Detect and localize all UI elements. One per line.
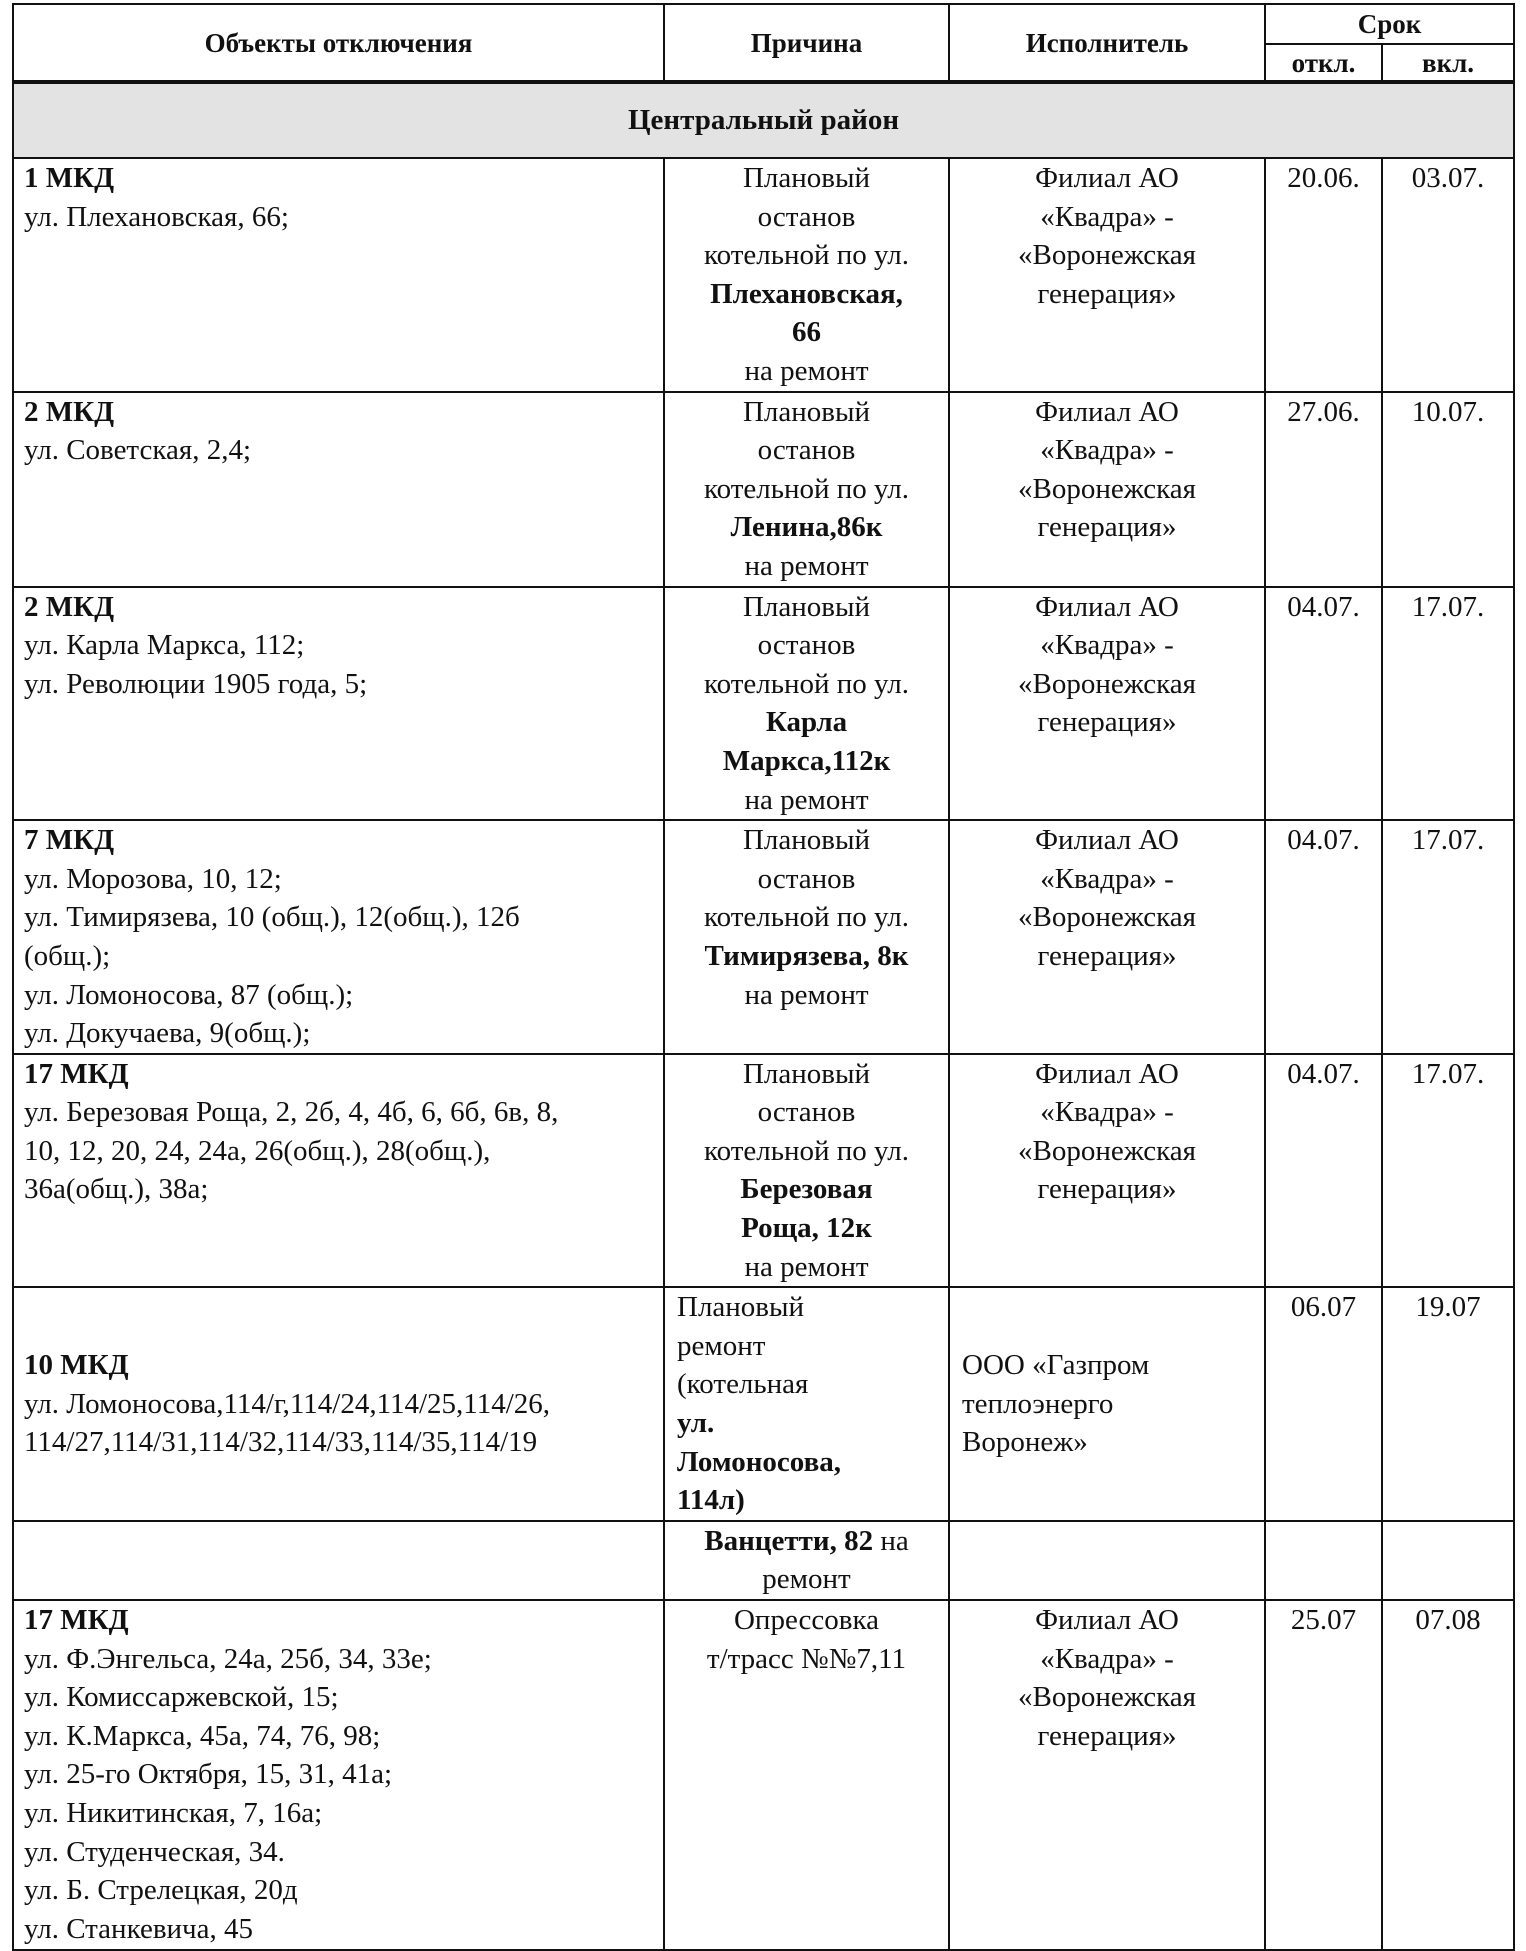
- reason-line: Плановый: [742, 162, 870, 194]
- executor-line: «Квадра» -: [1040, 862, 1174, 895]
- reason-line: останов: [757, 1096, 856, 1129]
- reason-line: останов: [757, 434, 856, 467]
- mkd-count: 17 МКД: [24, 1057, 129, 1090]
- mkd-count: 2 МКД: [24, 590, 115, 623]
- executor-line: «Квадра» -: [1040, 629, 1174, 662]
- executor-line: генерация»: [1037, 939, 1177, 972]
- address-line: ул. Студенческая, 34.: [24, 1835, 285, 1868]
- objects-cell: [13, 158, 664, 392]
- executor-cell: [949, 1600, 1265, 1950]
- objects-cell: [13, 392, 664, 587]
- table-row: [13, 1521, 1514, 1600]
- header-off: откл.: [1265, 44, 1382, 82]
- reason-line: котельной по ул.: [704, 472, 909, 505]
- table-row: [13, 820, 1514, 1054]
- boiler-address: Плехановская,: [710, 277, 903, 310]
- address-line: ул. Советская, 2,4;: [24, 434, 252, 467]
- address-line: ул. Ломоносова, 87 (общ.);: [24, 978, 354, 1011]
- reason-line: на ремонт: [744, 1250, 869, 1283]
- boiler-address: 114л): [677, 1484, 745, 1517]
- address-line: ул. Морозова, 10, 12;: [24, 862, 282, 895]
- address-line: ул. Комиссаржевской, 15;: [24, 1681, 339, 1714]
- reason-line: ремонт: [762, 1563, 851, 1596]
- boiler-address: Тимирязева, 8к: [704, 939, 909, 972]
- executor-line: «Воронежская: [1018, 1134, 1196, 1167]
- objects-cell: [13, 587, 664, 821]
- table-row: [13, 158, 1514, 392]
- mkd-count: 17 МКД: [24, 1604, 129, 1636]
- executor-line: генерация»: [1037, 1719, 1177, 1752]
- objects-cell: [13, 820, 664, 1054]
- empty-cell: [1265, 1521, 1382, 1600]
- reason-line: на ремонт: [744, 978, 869, 1011]
- address-line: 114/27,114/31,114/32,114/33,114/35,114/19: [24, 1426, 538, 1459]
- executor-line: «Воронежская: [1018, 472, 1196, 505]
- reason-cell: [664, 392, 949, 587]
- executor-line: генерация»: [1037, 706, 1177, 739]
- mkd-count: 10 МКД: [24, 1349, 129, 1382]
- executor-line: «Воронежская: [1018, 901, 1196, 934]
- empty-cell: [1382, 1521, 1514, 1600]
- header-term: Срок: [1265, 4, 1514, 44]
- boiler-address: Маркса,112к: [722, 744, 891, 777]
- date-off: 06.07: [1265, 1287, 1382, 1521]
- reason-line: котельной по ул.: [704, 239, 909, 272]
- executor-line: теплоэнерго: [962, 1387, 1114, 1420]
- date-on: 03.07.: [1382, 158, 1514, 392]
- reason-line: (котельная: [677, 1368, 809, 1401]
- reason-cell: [664, 1054, 949, 1288]
- district-title: Центральный район: [13, 82, 1514, 158]
- reason-cell: [664, 158, 949, 392]
- header-objects: Объекты отключения: [13, 4, 664, 82]
- reason-line: останов: [757, 862, 856, 895]
- executor-line: Воронеж»: [962, 1426, 1088, 1459]
- header-executor: Исполнитель: [949, 4, 1265, 82]
- boiler-address: 66: [792, 316, 821, 349]
- address-line: ул. Ф.Энгельса, 24а, 25б, 34, 33е;: [24, 1642, 432, 1675]
- reason-line: Плановый: [742, 395, 870, 428]
- objects-cell: [13, 1287, 664, 1521]
- reason-line: котельной по ул.: [704, 667, 909, 700]
- executor-line: «Квадра» -: [1040, 1642, 1174, 1675]
- address-line: 10, 12, 20, 24, 24а, 26(общ.), 28(общ.),: [24, 1134, 491, 1167]
- reason-cell: [664, 1600, 949, 1950]
- address-line: ул. Карла Маркса, 112;: [24, 629, 305, 662]
- reason-line: Плановый: [742, 1057, 870, 1090]
- executor-line: «Квадра» -: [1040, 200, 1174, 233]
- date-off: 04.07.: [1265, 1054, 1382, 1288]
- address-line: ул. Ломоносова,114/г,114/24,114/25,114/26,: [24, 1387, 551, 1420]
- address-line: ул. Березовая Роща, 2, 2б, 4, 4б, 6, 6б, 6в, 8,: [24, 1096, 559, 1129]
- table-row: [13, 1600, 1514, 1950]
- executor-line: генерация»: [1037, 511, 1177, 544]
- header-on: вкл.: [1382, 44, 1514, 82]
- reason-line: останов: [757, 629, 856, 662]
- empty-cell: [13, 1521, 664, 1600]
- executor-cell: [949, 1054, 1265, 1288]
- boiler-address: ул.: [677, 1407, 715, 1440]
- executor-line: «Квадра» -: [1040, 1096, 1174, 1129]
- executor-line: «Воронежская: [1018, 239, 1196, 272]
- address-line: ул. 25-го Октября, 15, 31, 41а;: [24, 1758, 393, 1791]
- executor-line: Филиал АО: [1035, 824, 1179, 857]
- objects-cell: [13, 1054, 664, 1288]
- executor-cell: [949, 158, 1265, 392]
- reason-line: Плановый: [742, 590, 870, 623]
- reason-line: т/трасс №№7,11: [706, 1642, 907, 1675]
- date-on: 10.07.: [1382, 392, 1514, 587]
- reason-line: Плановый: [677, 1291, 805, 1324]
- executor-line: Филиал АО: [1035, 1604, 1179, 1636]
- executor-line: Филиал АО: [1035, 395, 1179, 428]
- executor-cell: [949, 820, 1265, 1054]
- executor-cell: [949, 1287, 1265, 1521]
- executor-line: генерация»: [1037, 277, 1177, 310]
- executor-line: «Квадра» -: [1040, 434, 1174, 467]
- date-on: 17.07.: [1382, 1054, 1514, 1288]
- address-line: ул. К.Маркса, 45а, 74, 76, 98;: [24, 1719, 381, 1752]
- address-line: ул. Тимирязева, 10 (общ.), 12(общ.), 12б: [24, 901, 520, 934]
- executor-line: Филиал АО: [1035, 162, 1179, 194]
- date-on: 19.07: [1382, 1287, 1514, 1521]
- address-line: ул. Б. Стрелецкая, 20д: [24, 1874, 298, 1907]
- date-off: 04.07.: [1265, 587, 1382, 821]
- header-reason: Причина: [664, 4, 949, 82]
- address-line: ул. Плехановская, 66;: [24, 200, 289, 233]
- executor-line: «Воронежская: [1018, 1681, 1196, 1714]
- mkd-count: 7 МКД: [24, 824, 115, 857]
- reason-line: на ремонт: [744, 549, 869, 582]
- executor-line: ООО «Газпром: [962, 1349, 1150, 1382]
- reason-cell: [664, 1287, 949, 1521]
- date-off: 04.07.: [1265, 820, 1382, 1054]
- date-on: 17.07.: [1382, 587, 1514, 821]
- reason-line: на ремонт: [744, 783, 869, 816]
- boiler-address: Ленина,86к: [730, 511, 883, 544]
- boiler-address: Карла: [765, 706, 848, 739]
- address-line: ул. Станкевича, 45: [24, 1912, 253, 1945]
- mkd-count: 2 МКД: [24, 395, 115, 428]
- outage-table: [12, 3, 1515, 1951]
- boiler-address: Ломоносова,: [677, 1445, 841, 1478]
- executor-line: Филиал АО: [1035, 1057, 1179, 1090]
- table-row: [13, 392, 1514, 587]
- address-line: (общ.);: [24, 939, 111, 972]
- empty-cell: [949, 1521, 1265, 1600]
- address-line: 36а(общ.), 38а;: [24, 1173, 209, 1206]
- table-row: [13, 1054, 1514, 1288]
- reason-line: Опрессовка: [733, 1604, 879, 1636]
- table-row: [13, 587, 1514, 821]
- boiler-address: Березовая: [740, 1173, 873, 1206]
- reason-line: ремонт: [677, 1329, 766, 1362]
- address-line: ул. Революции 1905 года, 5;: [24, 667, 368, 700]
- reason-line: котельной по ул.: [704, 1134, 909, 1167]
- executor-cell: [949, 587, 1265, 821]
- boiler-address: Ванцетти, 82: [704, 1524, 874, 1557]
- document: [12, 3, 1515, 1951]
- reason-cell: [664, 587, 949, 821]
- address-line: ул. Никитинская, 7, 16а;: [24, 1796, 323, 1829]
- date-off: 27.06.: [1265, 392, 1382, 587]
- reason-cell: [664, 820, 949, 1054]
- objects-cell: [13, 1600, 664, 1950]
- boiler-address: Роща, 12к: [741, 1212, 872, 1245]
- date-off: 25.07: [1265, 1600, 1382, 1950]
- date-off: 20.06.: [1265, 158, 1382, 392]
- table-row: [13, 1287, 1514, 1521]
- executor-cell: [949, 392, 1265, 587]
- executor-line: «Воронежская: [1018, 667, 1196, 700]
- address-line: ул. Докучаева, 9(общ.);: [24, 1017, 311, 1050]
- date-on: 17.07.: [1382, 820, 1514, 1054]
- date-on: 07.08: [1382, 1600, 1514, 1950]
- executor-line: Филиал АО: [1035, 590, 1179, 623]
- reason-cell: [664, 1521, 949, 1600]
- reason-line: останов: [757, 200, 856, 233]
- reason-line: котельной по ул.: [704, 901, 909, 934]
- mkd-count: 1 МКД: [24, 162, 115, 194]
- reason-line: на ремонт: [744, 354, 869, 387]
- executor-line: генерация»: [1037, 1173, 1177, 1206]
- reason-line: Плановый: [742, 824, 870, 857]
- reason-line: на: [873, 1524, 909, 1557]
